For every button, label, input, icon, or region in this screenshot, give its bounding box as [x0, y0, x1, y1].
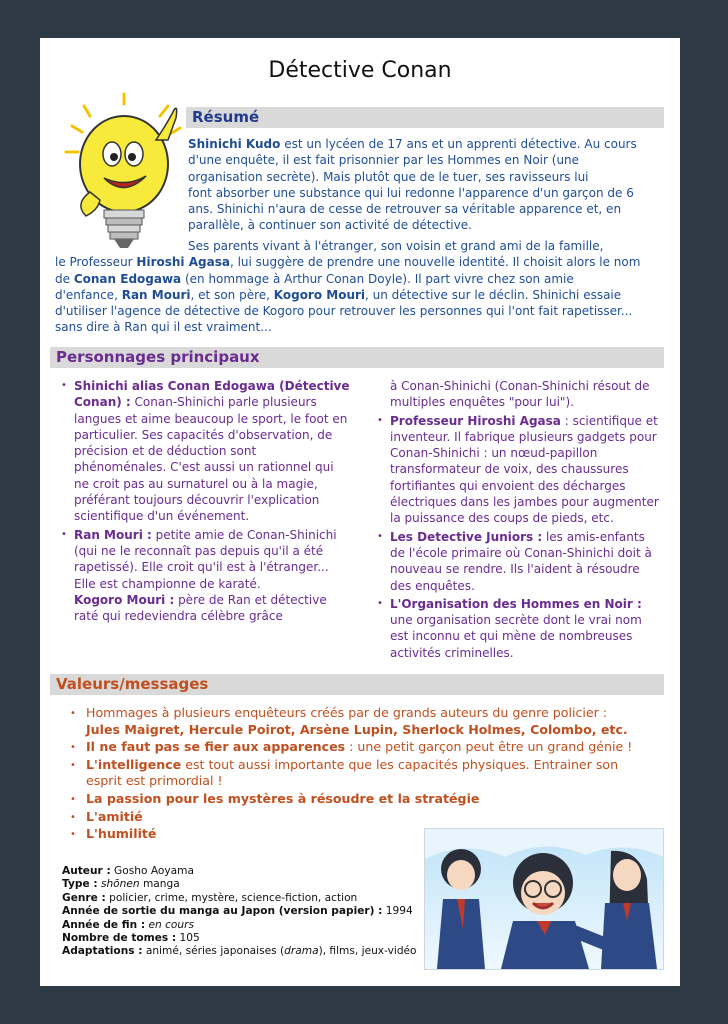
info-line: [62, 945, 432, 958]
resume-line: d'utiliser l'agence de détective de Kogoro pour retrouver les personnes qui l'ont fait rapetisser...: [55, 304, 633, 319]
info-value-italic: drama: [284, 945, 319, 958]
info-label: Type :: [62, 878, 98, 891]
info-value: manga: [139, 878, 180, 891]
resume-line: est un lycéen de 17 ans et un apprenti détective. Au cours: [280, 137, 637, 151]
valeur-bold: Jules Maigret, Hercule Poirot, Arsène Lupin, Sherlock Holmes, Colombo, etc.: [86, 721, 628, 737]
info-line: [62, 878, 432, 891]
info-value: Gosho Aoyama: [110, 865, 194, 877]
resume-line: parallèle, à continuer son activité de détective.: [188, 218, 472, 233]
lightbulb-mascot-icon: [60, 92, 185, 254]
valeur-text: : une petit garçon peut être un grand génie !: [345, 739, 633, 755]
info-line: [62, 932, 432, 945]
character-description: à Conan-Shinichi (Conan-Shinichi résout de multiples enquêtes "pour lui").: [390, 379, 650, 410]
character-description: père de Ran et détective raté qui redeviendra célèbre grâce: [74, 592, 327, 624]
list-item: • Hommages à plusieurs enquêteurs créés par de grands auteurs du genre policier : Jules Maigret, Hercule Poirot, Arsène Lupin, Sherlock Holmes, Colombo, etc.: [70, 705, 628, 737]
resume-text: (en hommage à Arthur Conan Doyle). Il part vivre chez son amie: [181, 271, 574, 286]
character-description: : scientifique et inventeur. Il fabrique plusieurs gadgets pour Conan-Shinichi : un nœud-papillon transformateur de voix, des chaussures fortifiantes qui envoient des décharges électriques dans les jambes pour augmenter la puissance des coups de pieds, etc.: [390, 413, 659, 526]
info-block: [62, 865, 432, 959]
character-name: Kogoro Mouri :: [74, 592, 175, 607]
document-page: [40, 38, 680, 986]
name-ran: Ran Mouri: [121, 287, 191, 302]
valeur-text: Hommages à plusieurs enquêteurs créés par de grands auteurs du genre policier :: [86, 705, 608, 720]
character-name: Les Detective Juniors :: [390, 529, 543, 544]
resume-text: , lui suggère de prendre une nouvelle identité. Il choisit alors le nom: [229, 255, 641, 270]
resume-line: ans. Shinichi n'aura de cesse de retrouver sa véritable apparence et, en: [188, 202, 622, 217]
valeur-bold: L'intelligence: [86, 756, 182, 772]
name-conan: Conan Edogawa: [73, 271, 182, 286]
list-item: • L'intelligence est tout aussi importante que les capacités physiques. Entrainer son esprit est primordial !: [70, 756, 619, 789]
list-item: • Il ne faut pas se fier aux apparences : une petit garçon peut être un grand génie !: [70, 739, 633, 755]
resume-line: Ses parents vivant à l'étranger, son voisin et grand ami de la famille,: [188, 239, 604, 253]
list-item: • L'amitié: [70, 808, 143, 824]
info-label: Auteur :: [62, 865, 111, 877]
info-label: Année de sortie du manga au Japon (version papier) :: [62, 905, 383, 918]
personnages-column-1: [60, 378, 350, 626]
valeurs-heading: Valeurs/messages: [50, 674, 664, 695]
character-description: petite amie de Conan-Shinichi (qui ne le reconnaît pas depuis qu'il a été rapetissé). Elle croit qu'il est à l'étranger... Elle est championne de karaté.: [74, 527, 337, 591]
name-shinichi: Shinichi Kudo: [188, 137, 281, 151]
info-line: [62, 865, 432, 878]
name-agasa: Hiroshi Agasa: [136, 255, 230, 270]
valeur-bold: Il ne faut pas se fier aux apparences: [86, 739, 346, 755]
resume-line: organisation secrète). Mais plutôt que de le tuer, ses ravisseurs lui: [188, 169, 589, 184]
list-item: • Ran Mouri : petite amie de Conan-Shinichi (qui ne le reconnaît pas depuis qu'il a été rapetissé). Elle croit qu'il est à l'étranger... Elle est championne de karaté. Kogoro Mouri : père de Ran et détective raté qui redeviendra célèbre grâce: [61, 527, 337, 624]
info-value: 1994: [382, 905, 413, 918]
info-line: [62, 892, 432, 905]
info-value: animé, séries japonaises (: [142, 945, 285, 958]
character-description: Conan-Shinichi parle plusieurs langues et aime beaucoup le sport, le foot en particulier. Ses capacités d'observation, de précision et de déduction sont phénoménales. C'est aussi un rationnel qui ne croit pas au surnaturel ou à la magie, préférant toujours découvrir l'explication scientifique d'un événement.: [74, 395, 348, 524]
resume-text: de: [55, 271, 74, 286]
list-item: • La passion pour les mystères à résoudre et la stratégie: [70, 790, 480, 806]
valeur-bold: L'amitié: [86, 808, 143, 824]
resume-heading: Résumé: [186, 107, 664, 128]
resume-line: font absorber une substance qui lui redonne l'apparence d'un garçon de 6: [188, 185, 634, 200]
character-description: une organisation secrète dont le vrai nom est inconnu et qui mène de nombreuses activités criminelles.: [390, 613, 642, 660]
resume-line: sans dire à Ran qui il est vraiment...: [55, 320, 272, 335]
valeur-text: est tout aussi importante que les capacités physiques. Entrainer son esprit est primordial !: [86, 756, 619, 789]
info-value: 105: [176, 932, 200, 945]
personnages-heading: Personnages principaux: [50, 347, 664, 368]
info-value-italic: en cours: [145, 918, 194, 931]
list-item: • L'humilité: [70, 826, 157, 842]
info-line: [62, 919, 432, 932]
info-label: Adaptations :: [62, 945, 143, 958]
character-description: les amis-enfants de l'école primaire où Conan-Shinichi doit à nouveau se rendre. Ils l'aident à résoudre des enquêtes.: [390, 529, 652, 593]
character-name: L'Organisation des Hommes en Noir :: [390, 596, 642, 611]
valeurs-list: [66, 705, 656, 844]
info-label: Genre :: [62, 891, 106, 904]
resume-paragraph-2: [55, 238, 658, 336]
resume-text: , un détective sur le déclin. Shinichi essaie: [365, 287, 622, 302]
character-name: Shinichi alias Conan Edogawa (Détective Conan) :: [74, 379, 350, 410]
page-title: Détective Conan: [268, 58, 452, 83]
anime-characters-illustration: [424, 828, 664, 970]
resume-text: d'enfance,: [55, 287, 122, 302]
info-label: Nombre de tomes :: [62, 932, 177, 945]
info-value: ), films, jeux-vidéo: [318, 945, 417, 958]
character-name: Ran Mouri :: [74, 527, 152, 542]
info-value: policier, crime, mystère, science-fiction, action: [105, 891, 358, 904]
info-value-italic: shōnen: [100, 878, 140, 891]
valeur-bold: La passion pour les mystères à résoudre et la stratégie: [86, 790, 480, 806]
name-kogoro: Kogoro Mouri: [273, 287, 366, 302]
resume-paragraph-1: [188, 136, 658, 234]
list-item: • Professeur Hiroshi Agasa : scientifique et inventeur. Il fabrique plusieurs gadgets pour Conan-Shinichi : un nœud-papillon transformateur de voix, des chaussures fortifiantes qui envoient des décharges électriques dans les jambes pour augmenter la puissance des coups de pieds, etc.: [377, 413, 659, 526]
info-label: Année de fin :: [62, 918, 146, 931]
personnages-column-2: [376, 378, 661, 663]
resume-text: , et son père,: [190, 287, 274, 302]
list-item: • Shinichi alias Conan Edogawa (Détective Conan) : Conan-Shinichi parle plusieurs langues et aime beaucoup le sport, le foot en particulier. Ses capacités d'observation, de précision et de déduction sont phénoménales. C'est aussi un rationnel qui ne croit pas au surnaturel ou à la magie, préférant toujours découvrir l'explication scientifique d'un événement.: [61, 379, 350, 524]
resume-text: le Professeur: [55, 255, 137, 270]
list-item-continuation: [390, 378, 661, 411]
resume-line: d'une enquête, il est fait prisonnier par les Hommes en Noir (une: [188, 153, 580, 168]
list-item: • L'Organisation des Hommes en Noir : une organisation secrète dont le vrai nom est inconnu et qui mène de nombreuses activités criminelles.: [377, 596, 642, 660]
list-item: • Les Detective Juniors : les amis-enfants de l'école primaire où Conan-Shinichi doit à nouveau se rendre. Ils l'aident à résoudre des enquêtes.: [377, 529, 652, 593]
info-line: [62, 905, 432, 918]
valeur-bold: L'humilité: [86, 826, 157, 842]
character-name: Professeur Hiroshi Agasa: [390, 413, 561, 428]
